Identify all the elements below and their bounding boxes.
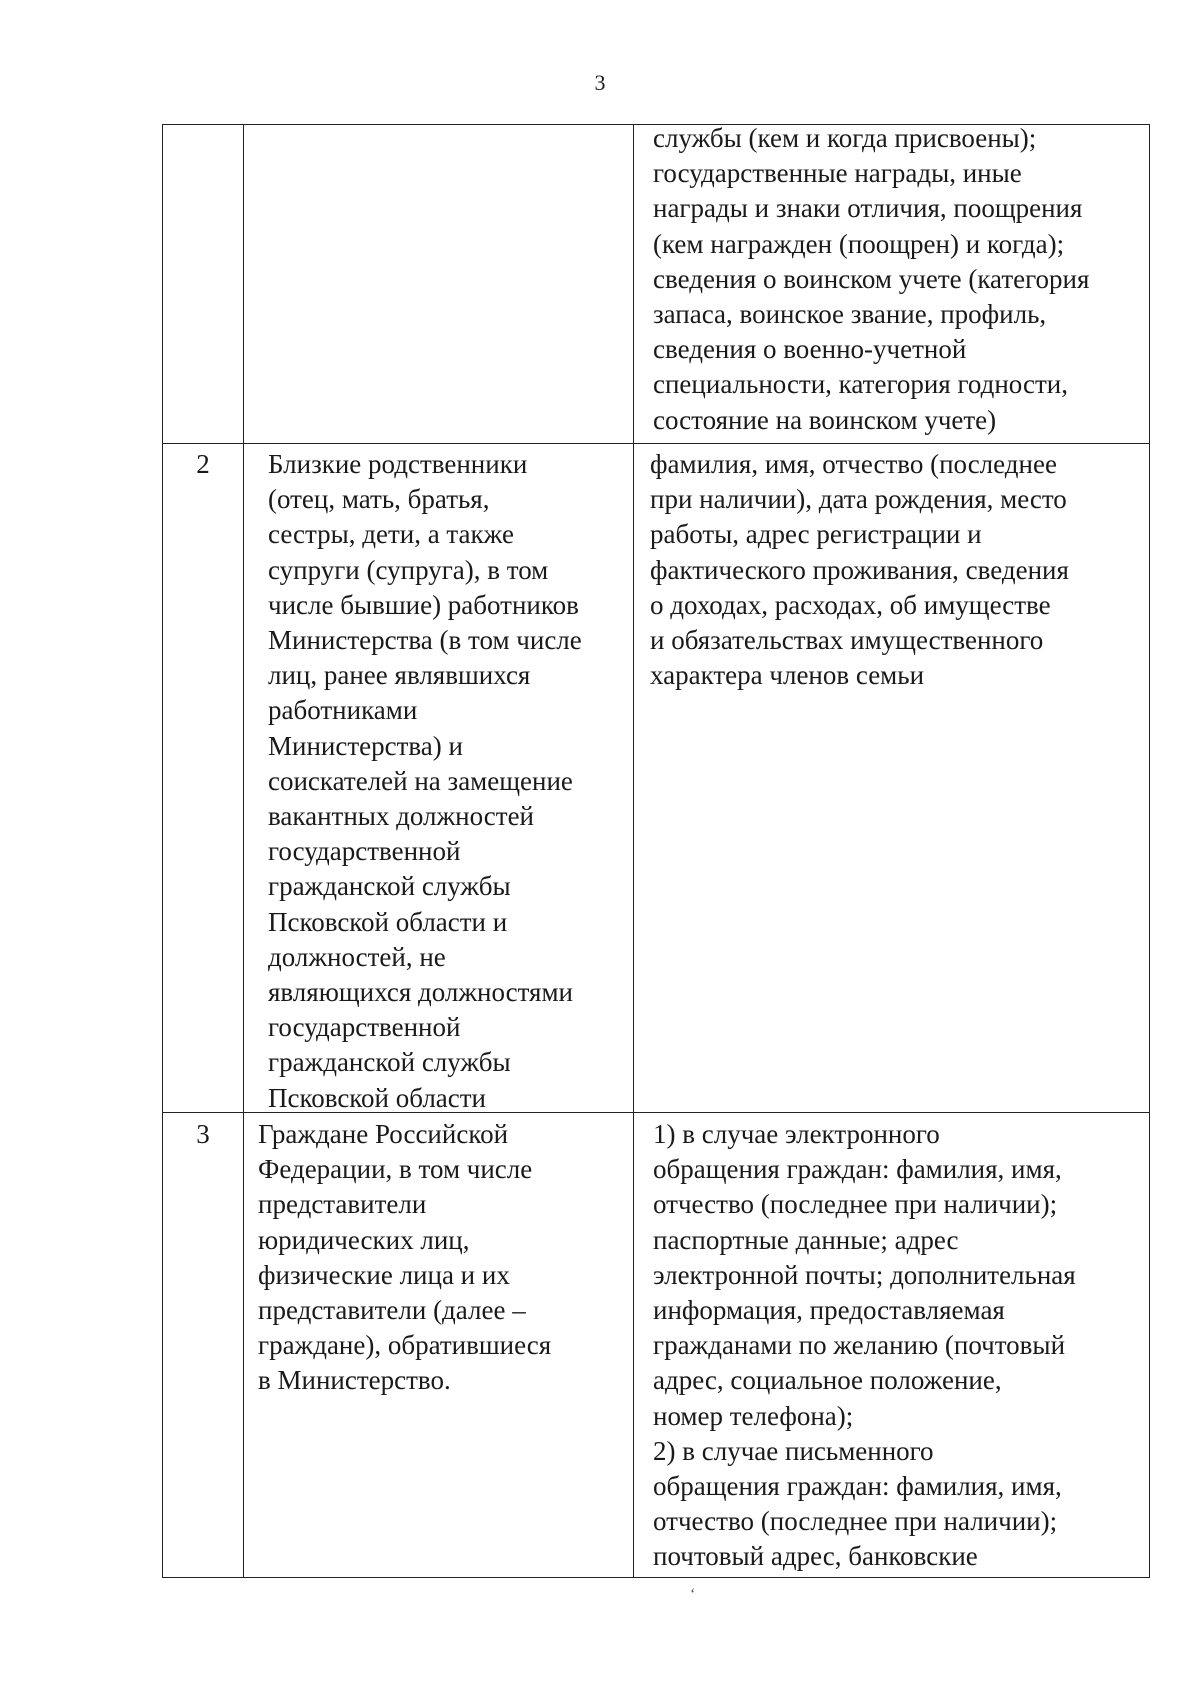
row-divider — [163, 443, 1149, 444]
page-number: 3 — [594, 70, 606, 95]
row-number: 3 — [196, 1119, 210, 1149]
column-divider — [633, 125, 634, 1577]
column-divider — [243, 125, 244, 1577]
personal-data-table — [162, 124, 1150, 1578]
row-number: 2 — [196, 449, 210, 479]
footer-mark: ‘ — [690, 1586, 696, 1603]
category-cell: Граждане Российской Федерации, в том числе представители юридических лиц, физические лица и их представители (далее – граждане), обратившиеся в Министерство. — [258, 1119, 552, 1396]
data-cell: фамилия, имя, отчество (последнее при наличии), дата рождения, место работы, адрес регистрации и фактического проживания, сведения о доходах, расходах, об имуществе и обязательствах имущественного характера членов семьи — [650, 449, 1069, 691]
data-cell: 1) в случае электронного обращения граждан: фамилия, имя, отчество (последнее при наличии); паспортные данные; адрес электронной почты; дополнительная информация, предоставляемая гражданами по желанию (почтовый адрес, социальное положение, номер телефона); 2) в случае письменного обращения граждан: фамилия, имя, отчество (последнее при наличии); почтовый адрес, банковские — [653, 1119, 1076, 1572]
category-cell: Близкие родственники (отец, мать, братья, сестры, дети, а также супруги (супруга), в том числе бывшие) работников Министерства (в том числе лиц, ранее являвшихся работниками Министерства) и соискателей на замещение вакантных должностей государственной гражданской службы Псковской области и должностей, не являющихся должностями государственной гражданской службы Псковской области — [268, 449, 582, 1113]
data-cell: службы (кем и когда присвоены); государственные награды, иные награды и знаки отличия, поощрения (кем награжден (поощрен) и когда); сведения о воинском учете (категория запаса, воинское звание, профиль, сведения о военно-учетной специальности, категория годности, состояние на воинском учете) — [653, 123, 1090, 435]
